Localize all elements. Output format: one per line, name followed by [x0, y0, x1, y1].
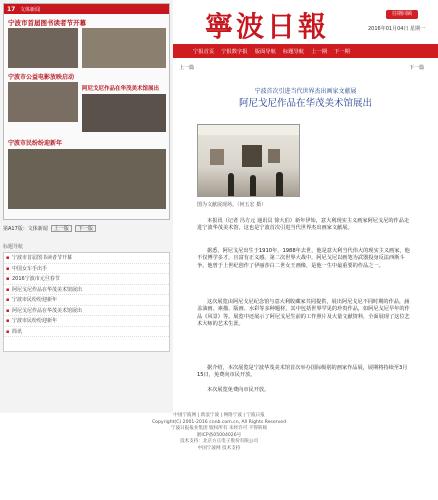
article-paragraph: 本次展览免费向市民开放。 — [207, 387, 270, 393]
next-page-button[interactable]: 下一版 — [75, 225, 96, 232]
thumbnail-photo-2 — [82, 28, 166, 68]
page-thumbnail[interactable] — [3, 3, 170, 220]
prev-page-button[interactable]: 上一版 — [51, 225, 72, 232]
nav-item-pages[interactable]: 版面导航 — [254, 49, 276, 55]
nav-item-titles[interactable]: 标题导航 — [282, 49, 305, 55]
thumbnail-photo-1 — [8, 28, 78, 68]
prev-article-link[interactable]: 上一篇 — [179, 65, 195, 71]
page-pager — [3, 223, 170, 233]
footer-support: 中国宁波网 技术支持 — [197, 445, 241, 451]
article-title: 阿尼戈尼作品在华茂美术馆展出 — [238, 98, 372, 109]
article-photo — [197, 124, 300, 197]
list-item[interactable]: ▪ 中国女车手出手 — [4, 264, 169, 275]
footer-tech: 技术支持：北京方正电子股份有限公司 — [179, 439, 259, 445]
thumbnail-headline-1: 宁波市首届图书读者节开幕 — [8, 19, 86, 27]
footer-links[interactable]: 中国宁波网 | 新浪宁波 | 网络宁波 | 宁波日报 — [173, 413, 265, 418]
nav-item-prev-issue[interactable]: 上一期 — [311, 49, 328, 55]
newspaper-logo[interactable]: 寧波日報 — [205, 10, 330, 43]
list-item[interactable]: ▪ 宁波市首届图书读者节开幕 — [4, 253, 169, 264]
thumbnail-headline-4: 宁波市民纷纷迎新年 — [8, 140, 63, 147]
thumbnail-headline-2: 宁波市公益电影放映启动 — [8, 74, 75, 81]
article-paragraph: 据介绍，本次展览是宁波华茂美术馆首次举办国际级别的画家作品展，展期将持续至3月15日，免费向市民开放。 — [197, 365, 408, 379]
article-paragraph: 本报讯（记者 冯方元 通讯员 徐大伯）新年伊始，意大利现实主义画家阿尼戈尼的作品走进宁波华茂美术馆，这也是宁波首次引进当代世界杰出画家文献展。 — [197, 218, 410, 232]
list-item[interactable]: ▪ 2016宁波市元旦春节 — [4, 274, 169, 285]
article-list — [3, 252, 170, 352]
list-item[interactable]: ▪ 简讯 — [4, 327, 169, 338]
current-page-label: 第A17版：文体新闻 — [3, 225, 48, 232]
list-item[interactable]: ▪ 阿尼戈尼作品在华茂美术馆展出 — [4, 285, 169, 296]
footer-copyright: Copyright(C) 2001-2016 cnnb.com.cn, All Rights Reserved — [151, 419, 287, 425]
article-paragraph: 据悉，阿尼戈尼出生于1910年，1988年去世，他是意大利当代伟大的现实主义画家，他不仅博学多才，且富有正义感。第二次世界大战中，阿尼戈尼以画笔为武器投身反法西斯斗争。他曾于上世纪创作了伊丽莎白二世女王画像，是他一生中最重要的作品之一。 — [197, 248, 410, 269]
footer-rights: 宁波日报报业集团 版权所有 未经许可 不得转载 — [170, 426, 268, 432]
nav-item-digital[interactable]: 宁报数字报 — [221, 49, 248, 55]
thumbnail-page-label: 文体新闻 — [20, 7, 41, 13]
next-article-link[interactable]: 下一篇 — [409, 65, 425, 71]
thumbnail-headline-3: 阿尼戈尼作品在华茂美术馆展出 — [82, 86, 160, 92]
thumbnail-photo-4 — [82, 94, 166, 132]
nav-item-next-issue[interactable]: 下一期 — [334, 49, 350, 55]
thumbnail-page-no: 17 — [7, 6, 16, 13]
page-footer — [0, 413, 438, 500]
issue-date: 2016年01月04日 星期一 — [368, 26, 426, 32]
thumbnail-photo-3 — [8, 82, 78, 122]
archive-button[interactable]: 往期回顾 — [386, 10, 418, 19]
top-nav — [173, 44, 438, 58]
photo-caption: 图为文献展现场。（何五宏 摄） — [197, 202, 267, 208]
thumbnail-photo-5 — [8, 149, 166, 209]
nav-item-home[interactable]: 宁报首页 — [193, 49, 215, 55]
list-item[interactable]: ▪ 宁波市民纷纷迎新年 — [4, 295, 169, 306]
list-item[interactable]: ▪ 阿尼戈尼作品在华茂美术馆展出 — [4, 306, 169, 317]
page-header — [173, 0, 438, 44]
article-kicker: 宁波首次引进当代世界杰出画家文献展 — [254, 88, 357, 95]
footer-icp: 浙ICP备05004026号 — [196, 432, 242, 438]
list-item[interactable]: ▪ 宁波市民纷纷迎新年 — [4, 316, 169, 327]
article-paragraph: 这次展览由阿尼戈尼纪念馆与意大利收藏家共同提供，展出阿尼戈尼不同时期的作品，涵盖油画、素描、版画、水彩等多种题材，其中包括世界罕见的珍贵作品，如阿尼戈尼早年的作品《风景》等。展览中还展示了阿尼戈尼生前的工作照片及大量文献资料，全面展现了这位艺术大师的艺术生涯。 — [197, 299, 410, 327]
article-list-title: 标题导航 — [3, 244, 24, 250]
